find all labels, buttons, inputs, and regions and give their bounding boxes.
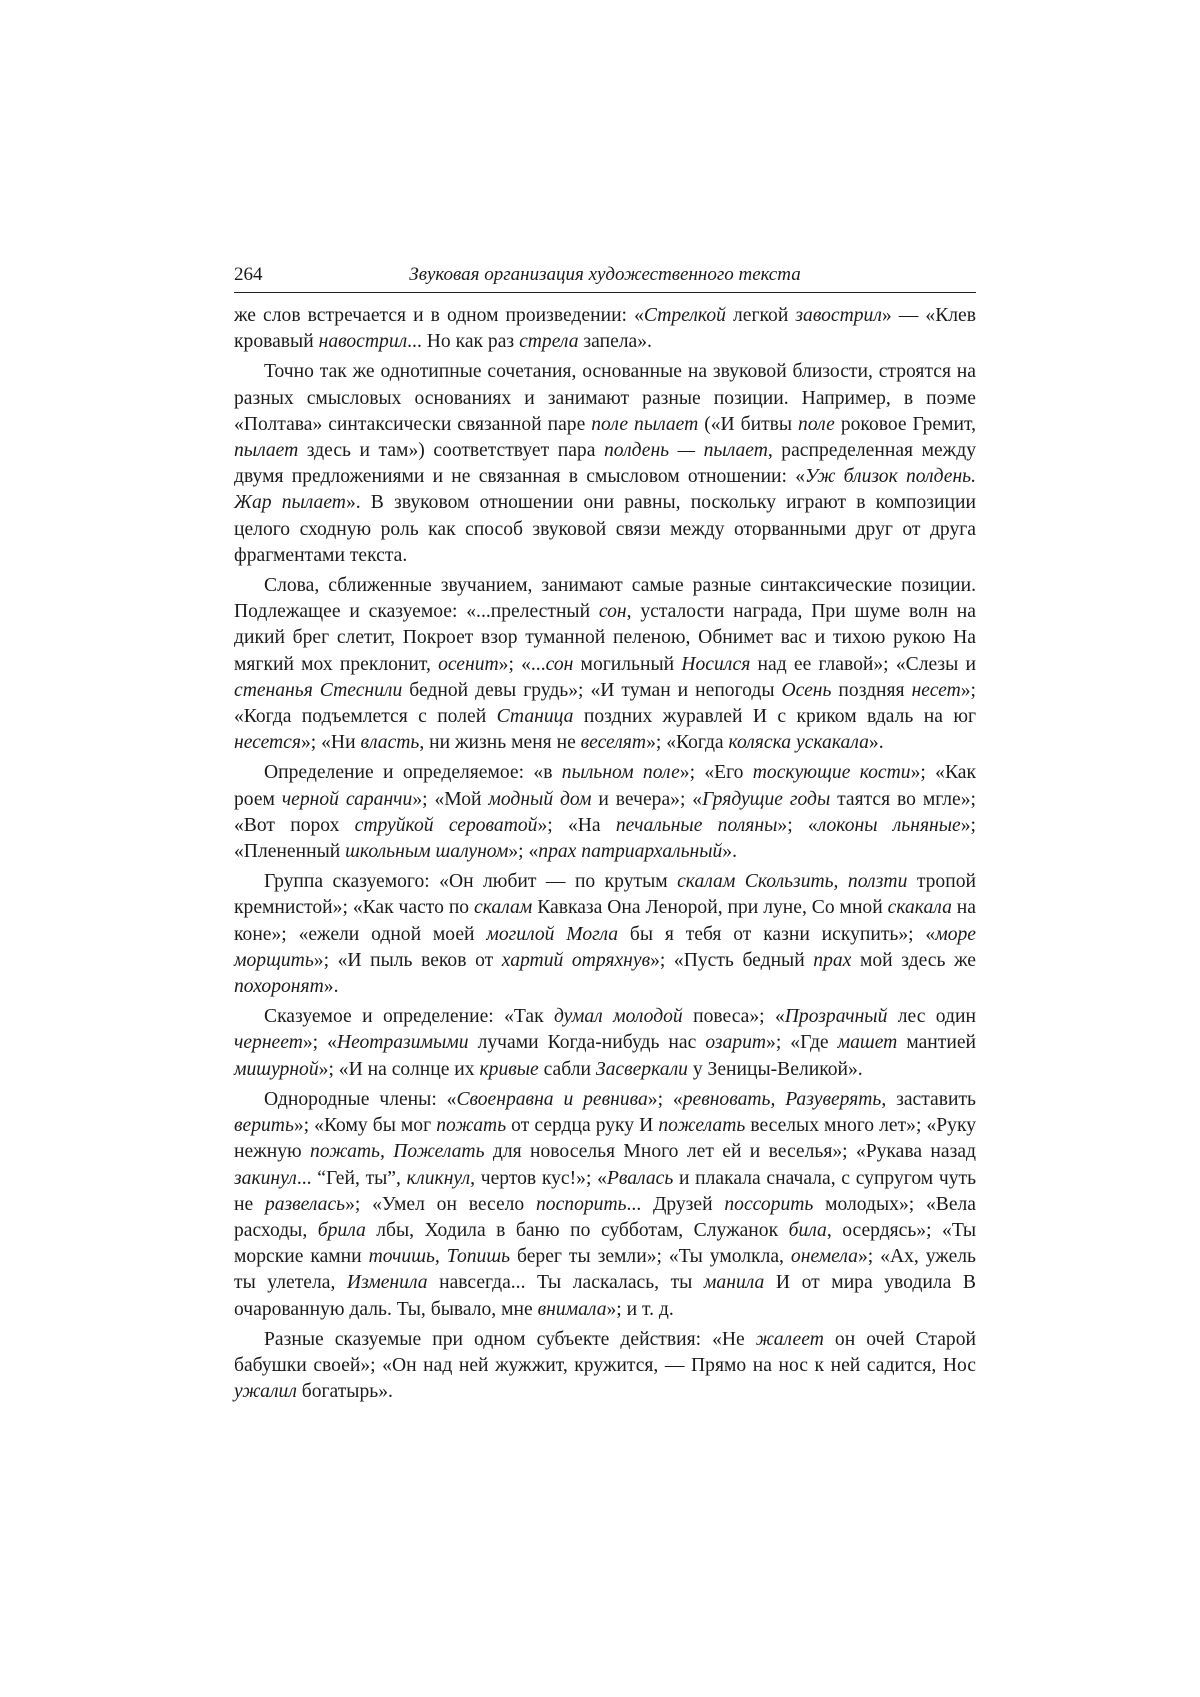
text-run: молодых»; «Вела расходы, xyxy=(234,1193,976,1241)
text-run: («И битвы xyxy=(698,413,799,435)
text-run: »; «Когда xyxy=(646,732,729,754)
text-run: , распределенная между двумя предложениями и не связанная в смысловом отношении: « xyxy=(234,440,976,488)
page-number: 264 xyxy=(234,264,263,285)
italic-quote: ревновать, Разуверять xyxy=(682,1088,882,1110)
text-run: богатырь». xyxy=(296,1381,393,1403)
italic-quote: стрела xyxy=(519,331,579,353)
italic-quote: сон xyxy=(598,601,627,623)
text-run: лбы, Ходила в баню по субботам, Служанок xyxy=(365,1219,789,1241)
italic-quote: сон xyxy=(545,653,574,675)
text-run: ». xyxy=(323,976,339,998)
italic-quote: несет xyxy=(911,679,961,701)
text-run: »; «Кому бы мог xyxy=(293,1115,437,1137)
body-text xyxy=(234,303,976,1405)
italic-quote: Станица xyxy=(496,706,574,728)
text-run: бедной девы грудь»; «И туман и непогоды xyxy=(402,679,782,701)
italic-quote: Грядущие годы xyxy=(702,788,831,810)
text-run: ». xyxy=(722,841,737,863)
italic-quote: точишь, Топишь xyxy=(368,1246,511,1268)
italic-quote: онемела xyxy=(790,1246,858,1268)
italic-quote: Неотразимыми xyxy=(336,1032,469,1054)
text-run: »; « xyxy=(508,841,539,863)
italic-quote: полдень — пылает xyxy=(603,440,768,462)
paragraph xyxy=(234,869,976,1000)
italic-quote: скакала xyxy=(887,897,952,919)
text-run: ... Но как раз xyxy=(407,331,520,353)
italic-quote: ужалил xyxy=(234,1381,297,1403)
italic-quote: поспорить xyxy=(535,1193,627,1215)
text-run: »; «Умел он весело xyxy=(345,1193,536,1215)
italic-quote: пылает xyxy=(234,440,299,462)
text-run: таятся во мгле»; «Вот порох xyxy=(234,788,976,836)
italic-quote: стенанья Стеснили xyxy=(234,679,403,701)
text-run: здесь и там») соответствует пара xyxy=(298,440,604,462)
text-run: »; «Когда подъемлется с полей xyxy=(234,679,976,728)
text-run: могильный xyxy=(573,653,682,675)
text-run: тропой кремнистой»; «Как часто по xyxy=(234,871,976,919)
italic-quote: машет xyxy=(837,1032,898,1054)
text-run: , усталости награда, При шуме волн на дикий брег слетит, Покроет взор туманной пеленою, Обнимет вас и тихою рукою На мягкий мох преклонит, xyxy=(234,601,976,675)
italic-quote: закинул xyxy=(234,1167,297,1189)
italic-quote: несется xyxy=(234,732,301,754)
text-run: »; «Ах, ужель ты улетела, xyxy=(234,1246,976,1294)
paragraph xyxy=(234,573,976,756)
text-run: веселых много лет»; «Руку нежную xyxy=(234,1115,976,1163)
text-run: сабли xyxy=(538,1058,596,1080)
italic-quote: поле xyxy=(798,413,835,435)
text-run: на коне»; «ежели одной моей xyxy=(234,897,976,945)
text-run: »; «Мой xyxy=(412,788,489,810)
text-run: Разные сказуемые при одном субъекте действия: «Не xyxy=(264,1328,756,1350)
text-run: »; и т. д. xyxy=(606,1298,674,1320)
italic-quote: похоронят xyxy=(234,976,324,998)
italic-quote: прах xyxy=(813,949,852,971)
italic-quote: коляска ускакала xyxy=(728,732,869,754)
italic-quote: Уж близок полдень. Жар пылает xyxy=(234,466,976,514)
running-head xyxy=(234,262,976,293)
italic-quote: озарит xyxy=(705,1032,767,1054)
italic-quote: Прозрачный xyxy=(784,1006,888,1028)
text-run: у Зеницы-Великой». xyxy=(687,1058,863,1080)
italic-quote: верить xyxy=(234,1115,294,1137)
text-run: »; «Ни xyxy=(301,732,361,754)
text-run: поздняя xyxy=(831,679,912,701)
italic-quote: кликнул xyxy=(406,1167,471,1189)
italic-quote: Засверкали xyxy=(595,1058,688,1080)
running-title: Звуковая организация художественного текста xyxy=(409,264,801,285)
paragraph xyxy=(234,1004,976,1083)
italic-quote: развелась xyxy=(264,1193,346,1215)
italic-quote: струйкой сероватой xyxy=(354,814,538,836)
italic-quote: прах патриархальный xyxy=(538,841,723,863)
text-run: , заставить xyxy=(881,1088,976,1110)
text-run: для новоселья Много лет ей и веселья»; «Рукава назад xyxy=(484,1141,976,1163)
italic-quote: пожать, Пожелать xyxy=(310,1141,485,1163)
text-run: повеса»; « xyxy=(682,1006,785,1028)
paragraph xyxy=(234,760,976,865)
italic-quote: поле пылает xyxy=(591,413,699,435)
italic-quote: школьным шалуном xyxy=(345,841,509,863)
italic-quote: могилой Могла xyxy=(486,923,619,945)
italic-quote: мишурной xyxy=(234,1058,319,1080)
italic-quote: Осень xyxy=(781,679,832,701)
italic-quote: Рвалась xyxy=(606,1167,674,1189)
text-run: навсегда... Ты ласкалась, ты xyxy=(427,1272,704,1294)
text-run: поздних журавлей И с криком вдаль на юг xyxy=(573,706,976,728)
text-run: ». В звуковом отношении они равны, поскольку играют в композиции целого сходную роль как способ звуковой связи между оторванными друг от друга фрагментами текста. xyxy=(234,492,976,566)
italic-quote: думал молодой xyxy=(553,1006,683,1028)
text-run: лучами Когда-нибудь нас xyxy=(468,1032,706,1054)
italic-quote: пыльном поле xyxy=(561,762,680,784)
text-run: ». xyxy=(868,732,884,754)
text-run: Однородные члены: « xyxy=(264,1088,457,1110)
text-run: , ни жизнь меня не xyxy=(419,732,581,754)
italic-quote: черной саранчи xyxy=(281,788,413,810)
italic-quote: Носился xyxy=(681,653,751,675)
text-run: запела». xyxy=(578,331,652,353)
text-run: »; «Плененный xyxy=(234,814,976,863)
italic-quote: поссорить xyxy=(724,1193,814,1215)
italic-quote: манила xyxy=(703,1272,765,1294)
text-run: »; «Где xyxy=(766,1032,838,1054)
italic-quote: внимала xyxy=(537,1298,607,1320)
text-run: »; « xyxy=(647,1088,683,1110)
text-run: »; «И на солнце их xyxy=(318,1058,480,1080)
text-run: » — «Клев кровавый xyxy=(234,305,976,353)
paragraph xyxy=(234,359,976,569)
text-run: роковое Гремит, xyxy=(834,413,976,435)
italic-quote: скалам xyxy=(474,897,533,919)
text-run: »; «И пыль веков от xyxy=(313,949,502,971)
text-run: мой здесь же xyxy=(851,949,976,971)
text-run: »; «Его xyxy=(679,762,753,784)
text-run: легкой xyxy=(725,305,796,326)
text-run: он очей Старой бабушки своей»; «Он над ней жужжит, кружится, — Прямо на нос к ней садится, Нос xyxy=(234,1328,976,1376)
italic-quote: тоскующие кости xyxy=(752,762,911,784)
italic-quote: Своенравна и ревнива xyxy=(456,1088,648,1110)
text-run: и плакала сначала, с супругом чуть не xyxy=(234,1167,976,1215)
paragraph xyxy=(234,1087,976,1323)
italic-quote: пожелать xyxy=(658,1115,746,1137)
italic-quote: жалеет xyxy=(755,1328,824,1350)
paragraph xyxy=(234,303,976,355)
italic-quote: хартий отряхнув xyxy=(501,949,651,971)
text-run: мантией xyxy=(897,1032,977,1054)
italic-quote: пожать xyxy=(436,1115,507,1137)
text-run: »; «Как роем xyxy=(234,762,976,810)
text-run: лес один xyxy=(887,1006,976,1028)
italic-quote: Стрелкой xyxy=(643,305,726,326)
text-run: Группа сказуемого: «Он любит — по крутым xyxy=(264,871,678,893)
text-run: же слов встречается и в одном произведении: « xyxy=(234,305,644,326)
text-run: Точно так же однотипные сочетания, основанные на звуковой близости, строятся на разных смысловых основаниях и занимают разные позиции. Например, в поэме «Полтава» синтаксически связанной паре xyxy=(234,361,976,435)
paragraph xyxy=(234,1327,976,1406)
text-run: ... “Гей, ты”, xyxy=(296,1167,407,1189)
text-run: Слова, сближенные звучанием, занимают самые разные синтаксические позиции. Подлежащее и сказуемое: «...прелестный xyxy=(234,575,976,623)
italic-quote: била xyxy=(788,1219,827,1241)
text-run: бы я тебя от казни искупить»; « xyxy=(618,923,936,945)
italic-quote: море морщить xyxy=(234,923,976,971)
italic-quote: Изменила xyxy=(346,1272,428,1294)
text-run: ... Друзей xyxy=(626,1193,725,1215)
text-run: »; «На xyxy=(537,814,616,836)
italic-quote: веселят xyxy=(580,732,647,754)
text-run: от сердца руку И xyxy=(506,1115,659,1137)
text-run: Сказуемое и определение: «Так xyxy=(264,1006,554,1028)
italic-quote: печальные поляны xyxy=(615,814,778,836)
text-run: »; «... xyxy=(498,653,546,675)
text-run: Кавказа Она Ленорой, при луне, Со мной xyxy=(532,897,888,919)
italic-quote: брила xyxy=(317,1219,366,1241)
text-run: »; «Пусть бедный xyxy=(650,949,814,971)
italic-quote: чернеет xyxy=(234,1032,303,1054)
italic-quote: модный дом xyxy=(488,788,592,810)
italic-quote: завострил xyxy=(795,305,882,326)
text-run: »; « xyxy=(302,1032,337,1054)
italic-quote: власть xyxy=(360,732,420,754)
text-run: , чертов кус!»; « xyxy=(470,1167,607,1189)
text-run: И от мира уводила В очарованную даль. Ты, бывало, мне xyxy=(234,1272,976,1320)
text-run: над ее главой»; «Слезы и xyxy=(750,653,976,675)
text-run: берег ты земли»; «Ты умолкла, xyxy=(510,1246,791,1268)
text-run: , осердясь»; «Ты морские камни xyxy=(234,1219,976,1268)
italic-quote: навострил xyxy=(318,331,408,353)
italic-quote: кривые xyxy=(479,1058,539,1080)
italic-quote: скалам Скользить, ползти xyxy=(677,871,908,893)
italic-quote: локоны льняные xyxy=(817,814,961,836)
text-run: и вечера»; « xyxy=(591,788,703,810)
text-run: Определение и определяемое: «в xyxy=(264,762,562,784)
text-run: »; « xyxy=(777,814,818,836)
book-page xyxy=(234,262,976,1409)
italic-quote: осенит xyxy=(438,653,499,675)
